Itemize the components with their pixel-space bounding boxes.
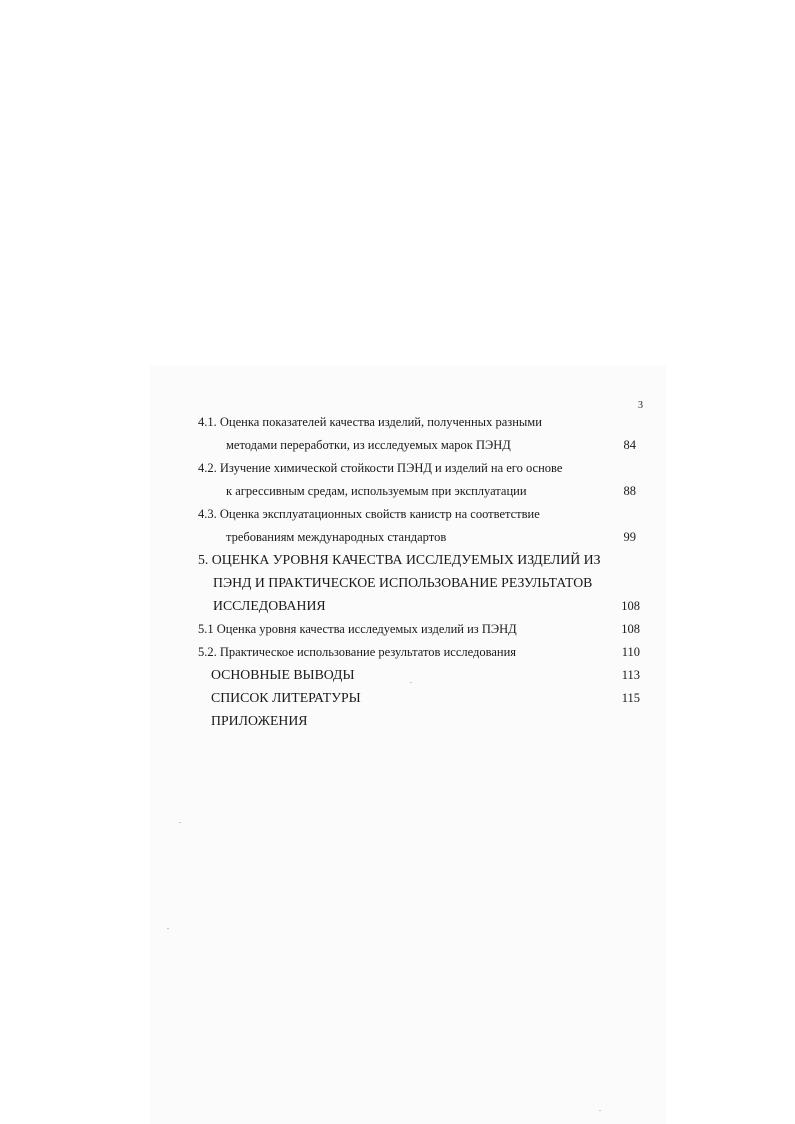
toc-chapter-5-line-1: 5. ОЦЕНКА УРОВНЯ КАЧЕСТВА ИССЛЕДУЕМЫХ ИЗДЕЛИЙ ИЗ xyxy=(198,552,601,567)
toc-entry-4-3-page: 99 xyxy=(623,530,636,544)
toc-entry-4-1-page: 84 xyxy=(623,438,636,452)
toc-chapter-5-line-3: ИССЛЕДОВАНИЯ xyxy=(213,598,326,613)
toc-references-label: СПИСОК ЛИТЕРАТУРЫ xyxy=(211,690,361,705)
toc-entry-5-1-line-1: 5.1 Оценка уровня качества исследуемых изделий из ПЭНД xyxy=(198,622,517,636)
scan-speck xyxy=(599,1110,601,1111)
toc-entry-4-3-line-1: 4.3. Оценка эксплуатационных свойств канистр на соответствие xyxy=(198,507,540,521)
toc-entry-4-2-line-1: 4.2. Изучение химической стойкости ПЭНД и изделий на его основе xyxy=(198,461,563,475)
scanned-page-area xyxy=(150,365,666,1124)
toc-chapter-5-page: 108 xyxy=(621,599,640,613)
toc-chapter-5-line-2: ПЭНД И ПРАКТИЧЕСКОЕ ИСПОЛЬЗОВАНИЕ РЕЗУЛЬТАТОВ xyxy=(213,575,593,590)
toc-appendices-label: ПРИЛОЖЕНИЯ xyxy=(211,713,308,728)
toc-entry-5-2-line-1: 5.2. Практическое использование результатов исследования xyxy=(198,645,517,659)
toc-references-page: 115 xyxy=(621,691,640,705)
scan-speck xyxy=(410,682,412,683)
toc-entry-4-3-line-2: требованиям международных стандартов xyxy=(226,530,447,544)
toc-conclusions-page: 113 xyxy=(621,668,640,682)
toc-conclusions-label: ОСНОВНЫЕ ВЫВОДЫ xyxy=(211,667,355,682)
toc-entry-5-2-page: 110 xyxy=(621,645,640,659)
toc-entry-4-1-line-2: методами переработки, из исследуемых марок ПЭНД xyxy=(226,438,511,452)
toc-entry-4-2-line-2: к агрессивным средам, используемым при эксплуатации xyxy=(226,484,527,498)
toc-entry-4-1-line-1: 4.1. Оценка показателей качества изделий, полученных разными xyxy=(198,415,542,429)
scan-speck xyxy=(179,822,181,823)
toc-entry-4-2-page: 88 xyxy=(623,484,636,498)
page-number: 3 xyxy=(638,400,643,411)
toc-entry-5-1-page: 108 xyxy=(621,622,640,636)
scan-speck xyxy=(167,928,169,929)
